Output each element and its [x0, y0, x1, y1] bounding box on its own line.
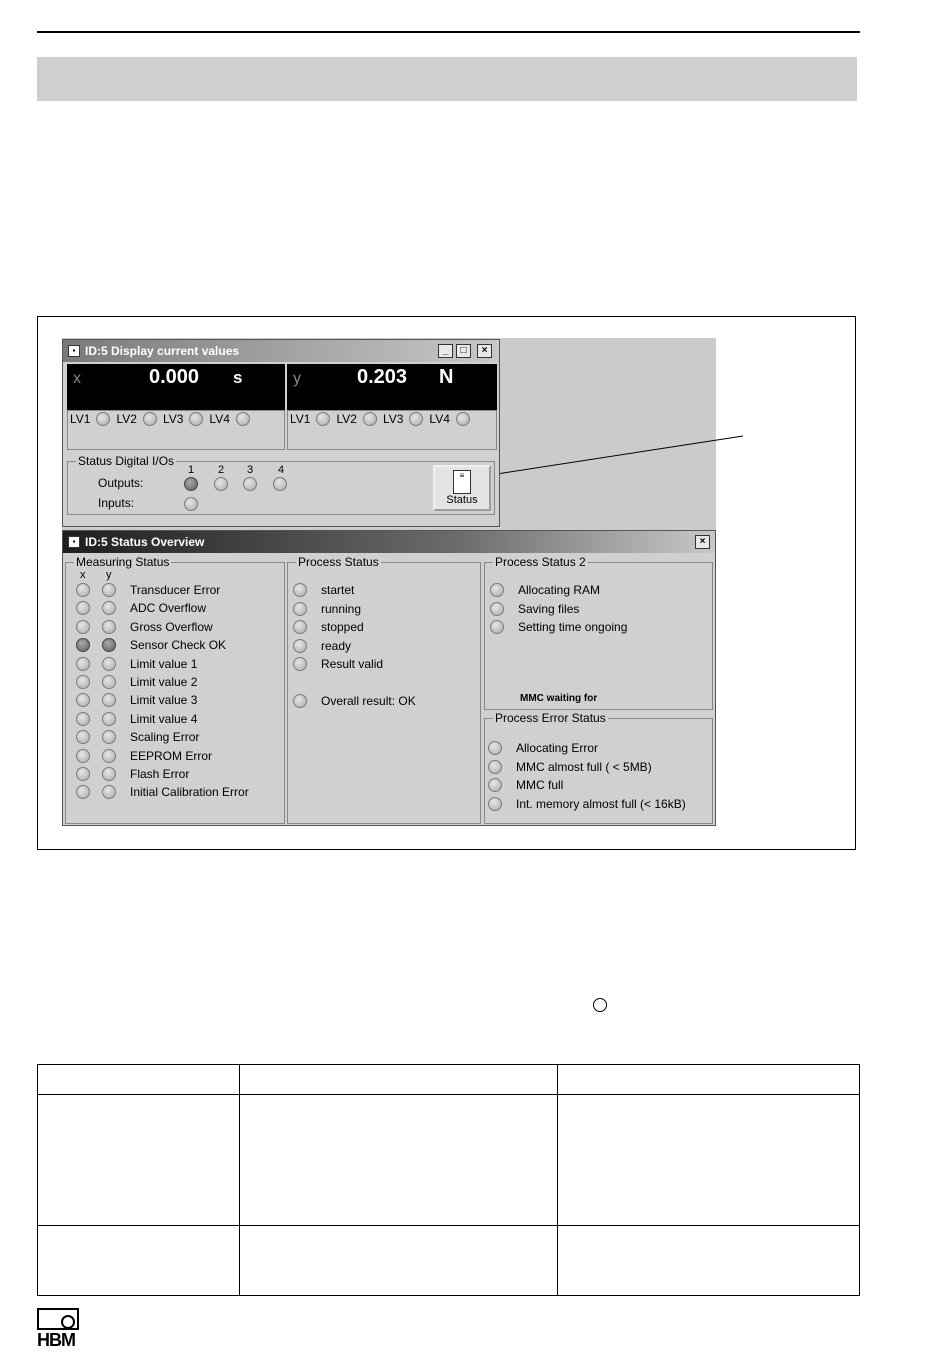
list-item	[76, 657, 197, 671]
list-item-label: Sensor Check OK	[130, 638, 227, 653]
list-item	[76, 638, 226, 652]
list-item	[76, 712, 197, 726]
list-item	[488, 760, 652, 774]
status-led	[76, 693, 90, 707]
list-item-label: Flash Error	[130, 767, 190, 781]
measuring-status-group	[65, 555, 285, 824]
status-led	[488, 797, 502, 811]
close-icon[interactable]: ×	[695, 535, 710, 549]
lv-panel-y	[287, 410, 497, 450]
list-item	[293, 583, 354, 597]
channel-x-label: x	[73, 370, 81, 387]
lv3-led	[189, 412, 203, 426]
status-led	[102, 675, 116, 689]
table-cell	[558, 1226, 860, 1296]
status-led	[102, 730, 116, 744]
status-led	[102, 657, 116, 671]
status-button-label: Status	[446, 494, 478, 506]
status-led	[293, 657, 307, 671]
status-led	[102, 601, 116, 615]
output-3-led	[243, 477, 257, 491]
io-channel-3: 3	[247, 464, 254, 476]
lv4-led	[236, 412, 250, 426]
table-cell	[240, 1095, 558, 1226]
status-led	[76, 601, 90, 615]
outputs-label: Outputs:	[98, 476, 144, 490]
lv2-label: LV2	[336, 412, 357, 426]
status-overview-window	[62, 530, 716, 826]
process-error-status-title: Process Error Status	[495, 711, 606, 725]
list-item-label: Scaling Error	[130, 730, 200, 745]
document-icon: ≡	[453, 470, 471, 494]
input-1-led	[184, 497, 198, 511]
table-cell	[38, 1095, 240, 1226]
overall-result-label: Overall result: OK	[321, 694, 416, 708]
table-cell	[38, 1065, 240, 1095]
list-item	[76, 675, 197, 689]
list-item-label: Saving files	[518, 601, 580, 616]
list-item	[76, 767, 189, 781]
lv1-label: LV1	[70, 412, 91, 426]
status-led	[76, 730, 90, 744]
list-item-label: running	[321, 601, 362, 616]
digital-io-title: Status Digital I/Os	[78, 454, 175, 468]
app-icon: ▪	[68, 345, 80, 357]
list-item	[76, 785, 249, 799]
list-item-label: stopped	[321, 620, 364, 635]
status-led	[76, 767, 90, 781]
status-led	[76, 620, 90, 634]
io-channel-2: 2	[218, 464, 225, 476]
status-window-titlebar[interactable]	[63, 531, 715, 553]
list-item	[293, 639, 351, 653]
process-error-status-group	[484, 711, 713, 824]
table-row	[38, 1095, 860, 1226]
lv2-led	[143, 412, 157, 426]
list-item-label: ADC Overflow	[130, 601, 207, 616]
list-item-label: Gross Overflow	[130, 619, 213, 634]
lv-row-y	[290, 412, 470, 426]
list-item-label: MMC almost full ( < 5MB)	[516, 759, 652, 774]
process-status-2-group	[484, 555, 713, 710]
list-item-label: Limit value 1	[130, 656, 198, 671]
status-button[interactable]	[433, 465, 491, 511]
description-table	[37, 1064, 860, 1296]
channel-x-unit: s	[233, 368, 243, 387]
lv1-led	[316, 412, 330, 426]
app-icon: ▪	[68, 536, 80, 548]
display-values-window	[62, 339, 500, 527]
maximize-icon[interactable]: □	[456, 344, 471, 358]
channel-y-label: y	[293, 370, 301, 387]
list-item	[488, 778, 563, 792]
hbm-logo	[37, 1308, 81, 1357]
lv1-label: LV1	[290, 412, 311, 426]
callout-line	[488, 430, 748, 480]
lv3-label: LV3	[382, 412, 404, 426]
lv4-label: LV4	[429, 412, 450, 426]
table-cell	[558, 1065, 860, 1095]
list-item	[76, 583, 220, 597]
status-led	[102, 583, 116, 597]
hbm-logo-text: HBM	[37, 1330, 75, 1350]
io-channel-4: 4	[278, 464, 285, 476]
status-led	[76, 657, 90, 671]
lv2-label: LV2	[116, 412, 137, 426]
close-icon[interactable]: ×	[477, 344, 492, 358]
table-cell	[38, 1226, 240, 1296]
list-item-label: Transducer Error	[130, 583, 221, 597]
lv3-label: LV3	[162, 412, 184, 426]
list-item	[490, 583, 600, 597]
status-led	[488, 760, 502, 774]
list-item-label: EEPROM Error	[130, 748, 213, 763]
list-item-label: Initial Calibration Error	[130, 785, 249, 800]
lv4-led	[456, 412, 470, 426]
status-led	[76, 749, 90, 763]
list-item	[293, 657, 383, 671]
status-led	[102, 620, 116, 634]
col-x-label: x	[80, 569, 86, 581]
list-item	[76, 730, 199, 744]
status-led	[76, 638, 90, 652]
output-2-led	[214, 477, 228, 491]
list-item-label: Limit value 3	[130, 693, 198, 708]
status-led	[76, 583, 90, 597]
lv-panel-x	[67, 410, 285, 450]
list-item-label: ready	[321, 638, 352, 653]
mmc-waiting-label: MMC waiting for	[520, 693, 598, 704]
list-item	[293, 620, 364, 634]
process-status-group	[287, 555, 481, 824]
circle-icon	[593, 998, 607, 1012]
list-item-label: Int. memory almost full (< 16kB)	[516, 796, 686, 811]
display-window-titlebar[interactable]	[63, 340, 499, 362]
display-window-title: ID:5 Display current values	[85, 344, 240, 358]
lv-row-x	[70, 412, 250, 426]
status-led	[102, 749, 116, 763]
channel-y-value: 0.203	[357, 366, 408, 388]
table-cell	[240, 1065, 558, 1095]
measuring-status-title: Measuring Status	[76, 555, 170, 569]
lv3-led	[409, 412, 423, 426]
section-heading-band	[37, 57, 857, 101]
status-led	[102, 693, 116, 707]
list-item-label: Allocating Error	[516, 741, 599, 755]
list-item	[76, 601, 206, 615]
io-channel-1: 1	[188, 464, 195, 476]
status-led	[76, 785, 90, 799]
list-item-label: Limit value 2	[130, 675, 198, 689]
output-1-led	[184, 477, 198, 491]
header-rule	[37, 31, 860, 33]
list-item-label: Limit value 4	[130, 711, 198, 726]
status-led	[76, 712, 90, 726]
table-row	[38, 1226, 860, 1296]
lv2-led	[363, 412, 377, 426]
status-led	[293, 639, 307, 653]
list-item	[293, 602, 361, 616]
status-led	[490, 583, 504, 597]
status-led	[102, 638, 116, 652]
table-cell	[240, 1226, 558, 1296]
display-x	[67, 364, 285, 410]
status-window-title: ID:5 Status Overview	[85, 535, 205, 549]
table-header-row	[38, 1065, 860, 1095]
list-item	[490, 620, 627, 634]
list-item	[76, 749, 212, 763]
col-y-label: y	[106, 569, 112, 581]
status-led	[488, 778, 502, 792]
status-led	[490, 620, 504, 634]
channel-x-value: 0.000	[149, 366, 200, 388]
list-item-label: Setting time ongoing	[518, 620, 628, 635]
list-item	[490, 602, 579, 616]
process-status-2-title: Process Status 2	[495, 555, 586, 569]
list-item	[76, 620, 213, 634]
status-led	[293, 620, 307, 634]
list-item	[488, 741, 598, 755]
status-led	[293, 602, 307, 616]
overall-result-row	[293, 694, 416, 708]
lv1-led	[96, 412, 110, 426]
output-4-led	[273, 477, 287, 491]
list-item-label: Allocating RAM	[518, 583, 601, 597]
process-status-title: Process Status	[298, 555, 379, 569]
status-led	[76, 675, 90, 689]
status-led	[490, 602, 504, 616]
table-cell	[558, 1095, 860, 1226]
inputs-label: Inputs:	[98, 496, 135, 510]
lv4-label: LV4	[209, 412, 230, 426]
display-y	[287, 364, 497, 410]
list-item-label: Result valid	[321, 657, 384, 672]
list-item	[488, 797, 686, 811]
status-led	[293, 694, 307, 708]
list-item-label: startet	[321, 583, 355, 597]
list-item-label: MMC full	[516, 778, 564, 793]
status-led	[102, 767, 116, 781]
digital-io-group	[67, 454, 495, 515]
status-led	[102, 785, 116, 799]
minimize-icon[interactable]: _	[438, 344, 453, 358]
status-led	[293, 583, 307, 597]
status-led	[102, 712, 116, 726]
status-led	[488, 741, 502, 755]
list-item	[76, 693, 197, 707]
channel-y-unit: N	[439, 366, 454, 388]
